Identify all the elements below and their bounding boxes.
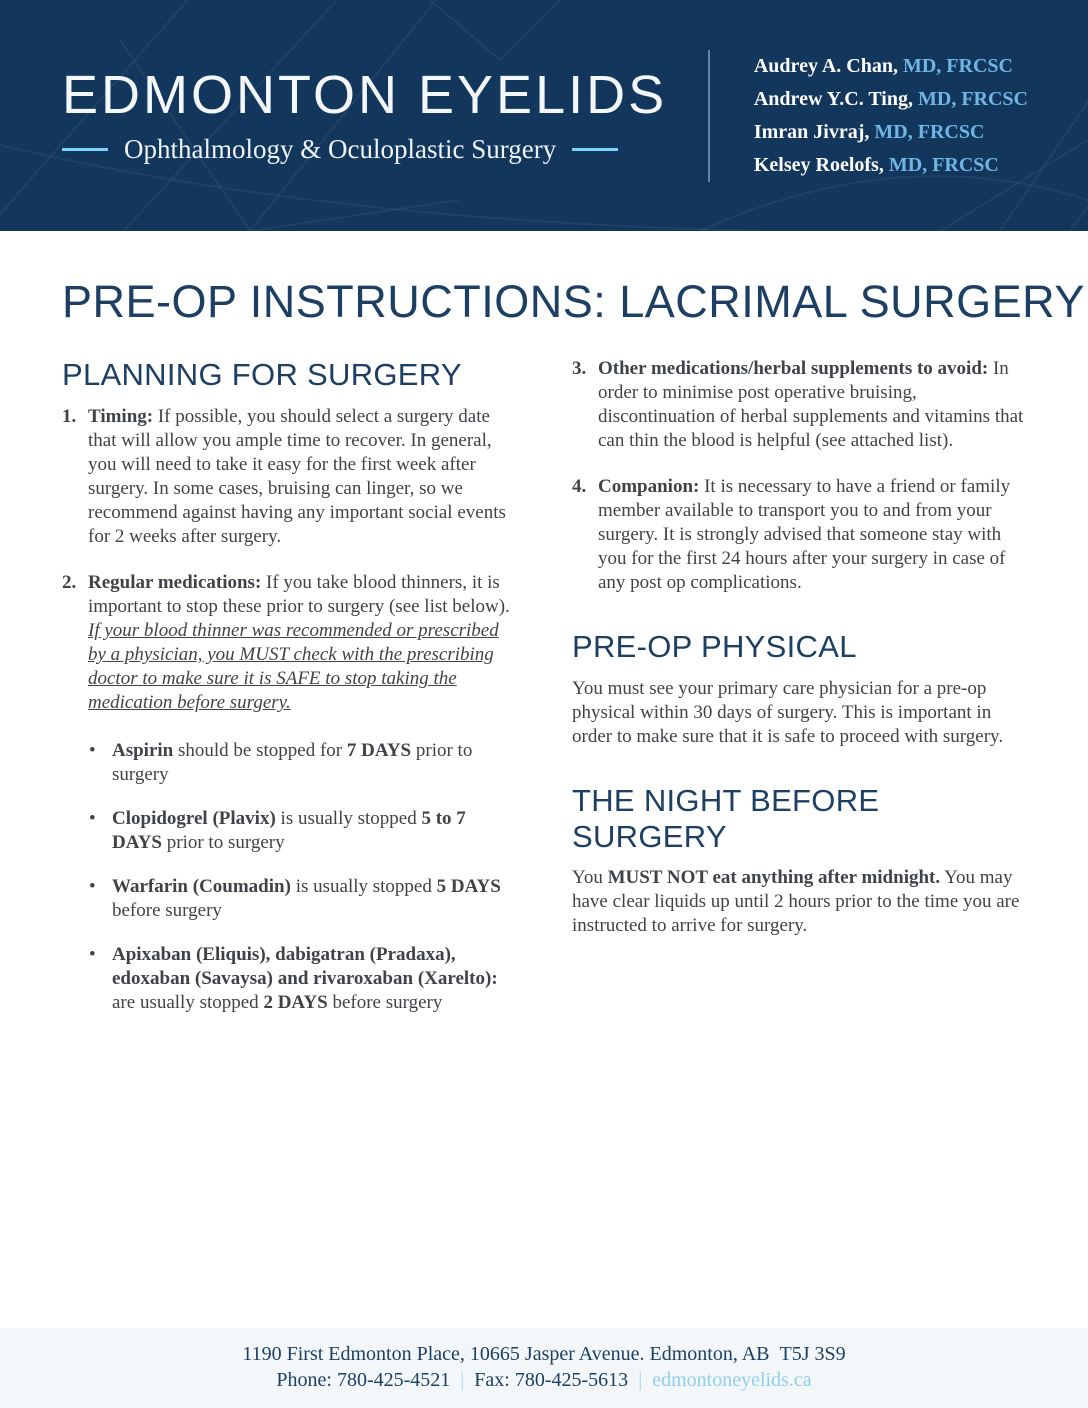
numbered-item-other-medications: [572, 357, 1026, 453]
section-heading-planning: PLANNING FOR SURGERY: [62, 357, 462, 393]
logo-dash-left: [62, 148, 108, 151]
header-banner: [0, 0, 1088, 231]
right-column: [572, 357, 1026, 1035]
doctor-name: Imran Jivraj,: [753, 120, 870, 143]
item-text: Other medications/herbal supplements to avoid: In order to minimise post operative bruising, discontinuation of herbal supplements and vitamins that can thin the blood is helpful (see attached list).: [598, 358, 1024, 452]
bullet-text: Clopidogrel (Plavix) is usually stopped 5 to 7 DAYS prior to surgery: [112, 808, 466, 854]
doctor-line: [754, 149, 1028, 182]
two-column-layout: [62, 357, 1026, 1035]
numbered-item-timing: [62, 405, 516, 549]
footer-bar: [0, 1328, 1088, 1408]
doctor-credentials: MD, FRCSC: [913, 87, 1028, 110]
footer-separator: |: [638, 1369, 643, 1391]
logo-subtitle: Ophthalmology & Oculoplastic Surgery: [124, 133, 557, 164]
bullet-item-warfarin: [89, 875, 516, 923]
website-link[interactable]: edmontoneyelids.ca: [652, 1369, 812, 1391]
doctor-line: [754, 116, 1028, 149]
item-number: 3.: [572, 358, 587, 380]
bullet-text: Warfarin (Coumadin) is usually stopped 5 DAYS before surgery: [112, 876, 501, 922]
logo-dash-right: [572, 148, 618, 151]
footer-address: 1190 First Edmonton Place, 10665 Jasper Avenue. Edmonton, AB T5J 3S9: [242, 1343, 846, 1365]
item-number: 4.: [572, 476, 587, 498]
logo-title: EDMONTON EYELIDS: [62, 65, 668, 126]
bullet-icon: •: [89, 876, 96, 898]
item-number: 2.: [62, 572, 77, 594]
medication-bullet-list: [89, 739, 516, 1015]
item-number: 1.: [62, 406, 77, 428]
night-before-paragraph: You MUST NOT eat anything after midnight. You may have clear liquids up until 2 hours prior to the time you are instructed to arrive for surgery.: [572, 867, 1020, 937]
bullet-item-apixaban: [89, 943, 516, 1015]
bullet-item-aspirin: [89, 739, 516, 787]
logo-subtitle-row: [62, 134, 667, 165]
item-text: Regular medications: If you take blood thinners, it is important to stop these prior to surgery (see list below). If your blood thinner was recommended or prescribed by a physician, you MUST check with the prescribing doctor to make sure it is SAFE to stop taking the medication before surgery.: [88, 572, 510, 714]
doctor-name: Andrew Y.C. Ting,: [753, 87, 913, 110]
numbered-item-regular-medications: [62, 571, 516, 715]
bullet-icon: •: [89, 808, 96, 830]
bullet-text: Aspirin should be stopped for 7 DAYS prior to surgery: [112, 740, 473, 786]
footer-separator: |: [460, 1369, 465, 1391]
footer-phone: Phone: 780-425-4521: [276, 1369, 451, 1391]
item-text: Timing: If possible, you should select a surgery date that will allow you ample time to recover. In general, you will need to take it easy for the first week after surgery. In some cases, bruising can linger, so we recommend against having any important social events for 2 weeks after surgery.: [88, 406, 506, 548]
doctor-name: Audrey A. Chan,: [753, 54, 898, 77]
item-text: Companion: It is necessary to have a friend or family member available to transport you to and from your surgery. It is strongly advised that someone stay with you for the first 24 hours after your surgery in case of any post op complications.: [598, 476, 1011, 594]
doctor-line: [754, 83, 1028, 116]
page-title: PRE-OP INSTRUCTIONS: LACRIMAL SURGERY: [62, 276, 1085, 327]
section-heading-night-before: THE NIGHT BEFORE SURGERY: [572, 783, 880, 854]
bullet-icon: •: [89, 740, 96, 762]
doctor-credentials: MD, FRCSC: [883, 153, 999, 176]
doctor-name: Kelsey Roelofs,: [753, 153, 884, 176]
bullet-text: Apixaban (Eliquis), dabigatran (Pradaxa), edoxaban (Savaysa) and rivaroxaban (Xarelto): are usually stopped 2 DAYS before surgery: [112, 944, 498, 1014]
footer-contact-line: [0, 1367, 1088, 1393]
logo: [62, 66, 667, 164]
numbered-item-companion: [572, 475, 1026, 595]
section-heading-pre-op-physical: PRE-OP PHYSICAL: [572, 629, 857, 665]
doctor-credentials: MD, FRCSC: [897, 54, 1013, 77]
doctor-line: [754, 50, 1028, 83]
doctors-list: [708, 50, 1028, 182]
footer-fax: Fax: 780-425-5613: [474, 1369, 629, 1391]
left-column: [62, 357, 516, 1035]
doctor-credentials: MD, FRCSC: [869, 120, 985, 143]
main-content: [0, 277, 1088, 1035]
pre-op-physical-paragraph: You must see your primary care physician for a pre-op physical within 30 days of surgery. This is important in order to make sure that it is safe to proceed with surgery.: [572, 678, 1004, 748]
bullet-icon: •: [89, 944, 96, 966]
bullet-item-clopidogrel: [89, 807, 516, 855]
